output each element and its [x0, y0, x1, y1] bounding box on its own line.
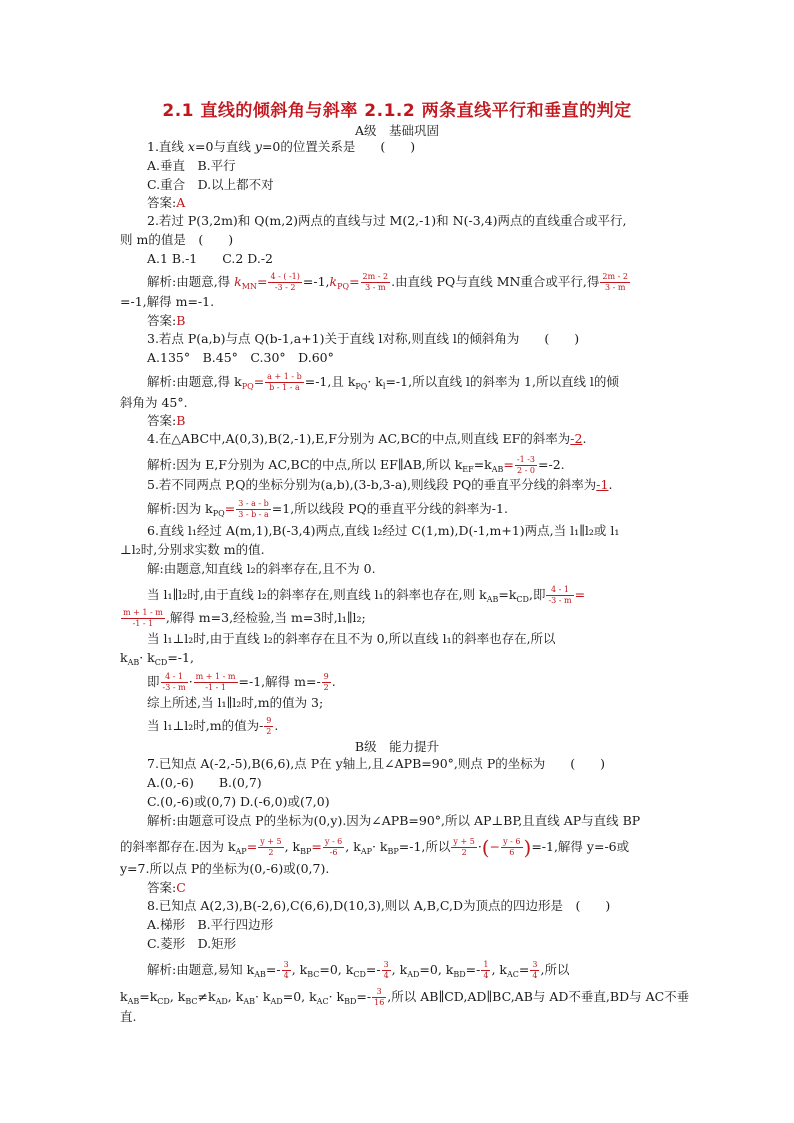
q6-solution-line6: 即 $\frac{4 - 1}{-3 - m}$ · $\frac{m + 1 - m}{-1 - 1}$ =-1,解得 m=- $\frac{9}{2}$ . — [147, 672, 336, 692]
page-title: 2.1 直线的倾斜角与斜率 2.1.2 两条直线平行和垂直的判定 — [162, 101, 632, 121]
section-b-heading: B级 能力提升 — [354, 739, 440, 754]
q6-solution-line2: 当 l₁∥l₂时,由于直线 l₂的斜率存在,则直线 l₁的斜率也存在,则 $k_{AB}=k_{CD}$,即 $\frac{4 - 1}{-3 - m}$ = — [147, 585, 586, 605]
q6-solution-line5: $k_{AB}\cdot k_{CD}=-1$, — [120, 650, 194, 667]
q7-answer: 答案:C — [147, 880, 186, 895]
fraction: $\frac{2m - 2}{3 - m}$ — [602, 272, 628, 292]
q4-solution: 解析:因为 E,F分别为 AC,BC的中点,所以 EF∥AB,所以 $k_{EF}=k_{AB}=$ $\frac{-1 -3}{2 - 0}$ =-2. — [147, 455, 565, 475]
fraction: $\frac{4 - 1}{-3 - m}$ — [162, 672, 186, 692]
q1-answer: 答案:A — [147, 195, 186, 210]
q2-solution-line2: =-1,解得 m=-1. — [120, 294, 215, 309]
q7-options-ab: A.(0,-6) B.(0,7) — [147, 775, 262, 790]
fraction: $\frac{1}{4}$ — [483, 960, 489, 980]
fraction: $\frac{-1 -3}{2 - 0}$ — [516, 455, 536, 475]
q8-options-cd: C.菱形 D.矩形 — [147, 936, 237, 951]
fraction: $\frac{3}{4}$ — [532, 960, 538, 980]
q6-stem-line2: ⊥l₂时,分别求实数 m的值. — [120, 542, 265, 557]
fraction: $\frac{m + 1 - m}{-1 - 1}$ — [195, 672, 236, 692]
q3-options: A.135° B.45° C.30° D.60° — [147, 350, 334, 365]
q2-answer: 答案:B — [147, 313, 186, 328]
q3-solution-line1: 解析:由题意,得 $k_{PQ}=$ $\frac{a + 1 - b}{b - 1 - a}$ =-1,且 $k_{PQ}\cdot k_l=-1$,所以直线 l的斜率为 1,所以直线 l的倾 — [147, 372, 619, 392]
q6-solution-line3: $\frac{m + 1 - m}{-1 - 1}$ ,解得 m=3,经检验,当 m=3时,l₁∥l₂; — [123, 608, 366, 628]
q1-stem: 1.直线 x=0与直线 y=0的位置关系是 ( ) — [147, 139, 416, 154]
q8-stem: 8.已知点 A(2,3),B(-2,6),C(6,6),D(10,3),则以 A,B,C,D为顶点的四边形是 ( ) — [147, 898, 611, 913]
q4-stem: 4.在△ABC中,A(0,3),B(2,-1),E,F分别为 AC,BC的中点,则直线 EF的斜率为-2. — [147, 431, 587, 446]
q3-answer: 答案:B — [147, 413, 186, 428]
fraction: $\frac{y + 5}{2}$ — [453, 837, 475, 857]
q8-solution-line3: 直. — [120, 1009, 137, 1024]
q7-options-cd: C.(0,-6)或(0,7) D.(-6,0)或(7,0) — [147, 794, 330, 809]
fraction: $\frac{3}{16}$ — [374, 987, 385, 1007]
fraction: $\frac{3}{4}$ — [383, 960, 389, 980]
section-a-heading: A级 基础巩固 — [354, 123, 440, 138]
fraction: $\frac{9}{2}$ — [323, 672, 329, 692]
q8-solution-line1: 解析:由题意,易知 $k_{AB}=-$ $\frac{3}{4}$ , $k_{BC}=0$, $k_{CD}=-$ $\frac{3}{4}$ , $k_{AD}=0$, $k_{BD}=-$ $\frac{1}{4}$ , $k_{AC}=$ $\frac{3}{4}$ ,所以 — [147, 960, 570, 980]
q6-solution-line4: 当 l₁⊥l₂时,由于直线 l₂的斜率存在且不为 0,所以直线 l₁的斜率也存在,所以 — [147, 631, 556, 646]
fraction: $\frac{2m - 2}{3 - m}$ — [362, 272, 389, 292]
q6-solution-line8: 当 l₁⊥l₂时,m的值为- $\frac{9}{2}$ . — [147, 716, 279, 736]
fraction: $\frac{3}{4}$ — [283, 960, 289, 980]
q1-options-ab: A.垂直 B.平行 — [147, 158, 236, 173]
fraction: $\frac{4 - 1}{-3 - m}$ — [548, 585, 572, 605]
q2-options: A.1 B.-1 C.2 D.-2 — [147, 251, 274, 266]
q6-stem-line1: 6.直线 l₁经过 A(m,1),B(-3,4)两点,直线 l₂经过 C(1,m),D(-1,m+1)两点,当 l₁∥l₂或 l₁ — [147, 523, 620, 538]
q2-solution-line1: 解析:由题意,得 $k_{MN}=$ $\frac{4 - ( -1)}{-3 - 2}$ $=-1,k_{PQ}=$ $\frac{2m - 2}{3 - m}$ .由直线 PQ与直线 MN重合或平行,得 $\frac{2m - 2}{3 - m}$ — [147, 272, 628, 292]
q5-stem: 5.若不同两点 P,Q的坐标分别为(a,b),(3-b,3-a),则线段 PQ的垂直平分线的斜率为-1. — [147, 477, 613, 492]
fraction: $\frac{y + 5}{2}$ — [260, 837, 282, 857]
q6-solution-line1: 解:由题意,知直线 l₂的斜率存在,且不为 0. — [147, 561, 376, 576]
q7-solution-line3: y=7.所以点 P的坐标为(0,-6)或(0,7). — [120, 861, 330, 876]
q7-solution-line2: 的斜率都存在.因为 $k_{AP}=$ $\frac{y + 5}{2}$ , $k_{BP}=$ $\frac{y - 6}{-6}$ , $k_{AP}\cdot k_{BP}=-1$,所以 $\frac{y + 5}{2}$ ·(− $\frac{y - 6}{6}$ )=-1,解得 y=-6或 — [120, 835, 630, 860]
q2-stem-line2: 则 m的值是 ( ) — [120, 232, 234, 247]
q3-stem: 3.若点 P(a,b)与点 Q(b-1,a+1)关于直线 l对称,则直线 l的倾斜角为 ( ) — [147, 331, 580, 346]
fraction: $\frac{a + 1 - b}{b - 1 - a}$ — [267, 372, 302, 392]
fraction: $\frac{y - 6}{6}$ — [503, 837, 521, 857]
fraction: $\frac{3 - a - b}{3 - b - a}$ — [238, 499, 269, 519]
fraction: $\frac{9}{2}$ — [266, 716, 272, 736]
q8-solution-line2: $k_{AB}=k_{CD}$, $k_{BC}\ne k_{AD}$, $k_{AB}\cdot k_{AD}=0$, $k_{AC}\cdot k_{BD}=-$ $\frac{3}{16}$ ,所以 AB∥CD,AD∥BC,AB与 AD不垂直,BD与 AC不垂 — [120, 987, 690, 1007]
q1-options-cd: C.重合 D.以上都不对 — [147, 177, 274, 192]
q7-solution-line1: 解析:由题意可设点 P的坐标为(0,y).因为∠APB=90°,所以 AP⊥BP,且直线 AP与直线 BP — [147, 813, 641, 828]
fraction: $\frac{4 - ( -1)}{-3 - 2}$ — [270, 272, 300, 292]
q3-solution-line2: 斜角为 45°. — [120, 395, 188, 410]
fraction: $\frac{y - 6}{-6}$ — [324, 837, 343, 857]
fraction: $\frac{m + 1 - m}{-1 - 1}$ — [123, 608, 163, 628]
q2-stem-line1: 2.若过 P(3,2m)和 Q(m,2)两点的直线与过 M(2,-1)和 N(-3,4)两点的直线重合或平行, — [147, 213, 627, 228]
q6-solution-line7: 综上所述,当 l₁∥l₂时,m的值为 3; — [147, 695, 324, 710]
q5-solution: 解析:因为 $k_{PQ}=$ $\frac{3 - a - b}{3 - b - a}$ =1,所以线段 PQ的垂直平分线的斜率为-1. — [147, 499, 508, 519]
q7-stem: 7.已知点 A(-2,-5),B(6,6),点 P在 y轴上,且∠APB=90°,则点 P的坐标为 ( ) — [147, 756, 606, 771]
q8-options-ab: A.梯形 B.平行四边形 — [147, 917, 274, 932]
